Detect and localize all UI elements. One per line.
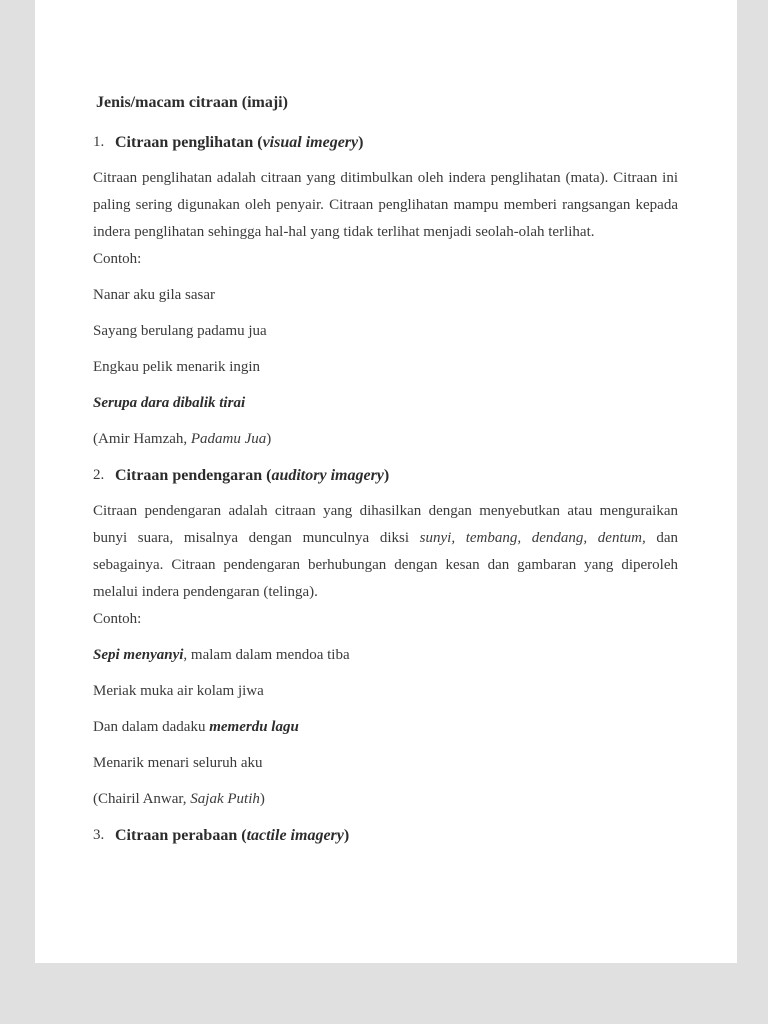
- text-segment: Contoh:: [93, 251, 142, 267]
- text-segment: visual imegery: [262, 134, 359, 151]
- text-segment: , malam dalam mendoa tiba: [183, 647, 350, 663]
- heading-text: [115, 129, 363, 156]
- heading-text: [115, 462, 389, 489]
- paragraph: [93, 165, 678, 246]
- paragraph: [93, 354, 678, 381]
- paragraph: [93, 246, 678, 273]
- text-segment: Meriak muka air kolam jiwa: [93, 683, 264, 699]
- paragraph: [93, 606, 678, 633]
- text-segment: Contoh:: [93, 611, 142, 627]
- heading-number: 1.: [93, 134, 105, 150]
- text-segment: tactile imagery: [246, 827, 344, 844]
- paragraph: [93, 678, 678, 705]
- text-segment: Serupa dara dibalik tirai: [93, 395, 246, 411]
- text-segment: ): [259, 791, 265, 807]
- paragraph: [93, 282, 678, 309]
- text-segment: sunyi, tembang, dendang, dentum,: [419, 530, 646, 546]
- paragraph: [93, 426, 678, 453]
- text-segment: Sepi menyanyi: [93, 647, 184, 663]
- text-segment: ): [343, 827, 350, 844]
- document-page: [35, 0, 737, 963]
- paragraph: [93, 390, 678, 417]
- document-body: [35, 0, 737, 849]
- text-segment: ): [358, 134, 364, 151]
- text-segment: dan sebagainya. Citraan pendengaran berhubungan dengan kesan dan gambaran yang diperoleh melalui indera pendengaran (telinga).: [93, 530, 678, 600]
- text-segment: Citraan pendengaran adalah citraan yang dihasilkan dengan menyebutkan atau menguraikan bunyi suara, misalnya dengan munculnya diksi: [93, 503, 678, 546]
- text-segment: memerdu lagu: [209, 719, 299, 735]
- heading-number: 2.: [93, 467, 105, 483]
- section-heading: [93, 462, 678, 489]
- text-segment: auditory imagery: [271, 467, 384, 484]
- text-segment: Citraan penglihatan (: [115, 134, 263, 151]
- text-segment: (Amir Hamzah,: [93, 431, 191, 447]
- heading-text: [115, 822, 349, 849]
- text-segment: Dan dalam dadaku: [93, 719, 210, 735]
- text-segment: (Chairil Anwar,: [93, 791, 191, 807]
- text-segment: Sayang berulang padamu jua: [93, 323, 267, 339]
- paragraph: [93, 318, 678, 345]
- paragraph: [93, 714, 678, 741]
- paragraph: [93, 786, 678, 813]
- paragraph: [93, 498, 678, 606]
- section-heading: [93, 822, 678, 849]
- text-segment: Sajak Putih: [190, 791, 260, 807]
- text-segment: ): [266, 431, 272, 447]
- text-segment: Citraan pendengaran (: [115, 467, 272, 484]
- text-segment: Engkau pelik menarik ingin: [93, 359, 261, 375]
- paragraph: [93, 750, 678, 777]
- section-heading: [93, 129, 678, 156]
- text-segment: Menarik menari seluruh aku: [93, 755, 263, 771]
- text-segment: Padamu Jua: [190, 431, 267, 447]
- text-segment: Citraan perabaan (: [115, 827, 247, 844]
- text-segment: Nanar aku gila sasar: [93, 287, 216, 303]
- text-segment: Jenis/macam citraan (imaji): [96, 94, 288, 111]
- heading-number: 3.: [93, 827, 105, 843]
- text-segment: ): [383, 467, 390, 484]
- document-title: [96, 89, 678, 116]
- paragraph: [93, 642, 678, 669]
- text-segment: Citraan penglihatan adalah citraan yang ditimbulkan oleh indera penglihatan (mata). Citraan ini paling sering digunakan oleh penyair. Citraan penglihatan mampu memberi rangsangan kepada indera penglihatan sehingga hal-hal yang tidak terlihat menjadi seolah-olah terlihat.: [93, 170, 678, 240]
